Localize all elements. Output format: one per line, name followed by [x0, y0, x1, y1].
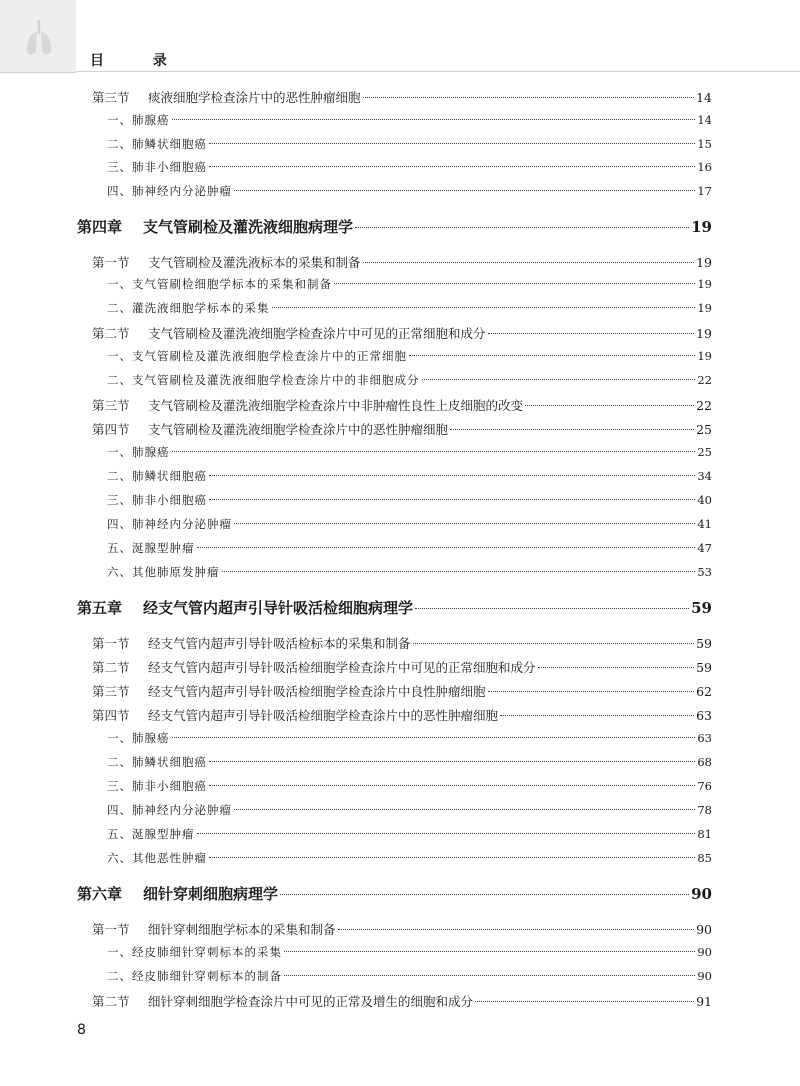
toc-item-entry: [0, 276, 712, 292]
entry-page-number: 16: [697, 160, 712, 174]
entry-page-number: 15: [697, 137, 712, 151]
toc-section-entry: [0, 420, 712, 438]
entry-page-number: 22: [697, 373, 712, 387]
toc-item-entry: [0, 944, 712, 960]
toc-item-entry: [0, 968, 712, 984]
toc-item-entry: [0, 300, 712, 316]
entry-title: 三、肺非小细胞癌: [107, 493, 207, 507]
entry-page-number: 90: [696, 922, 712, 937]
toc-item-entry: [0, 516, 712, 532]
toc-item-entry: [0, 540, 712, 556]
entry-title: 痰液细胞学检查涂片中的恶性肿瘤细胞: [148, 90, 361, 105]
entry-number: 第四节: [92, 708, 130, 723]
entry-page-number: 14: [696, 90, 712, 105]
entry-title: 细针穿刺细胞病理学: [143, 885, 279, 903]
dot-leader: [475, 1001, 694, 1002]
toc-section-entry: [0, 253, 712, 271]
entry-page-number: 25: [697, 445, 712, 459]
entry-number: 第三节: [92, 684, 130, 699]
toc-section-entry: [0, 682, 712, 700]
entry-page-number: 34: [697, 469, 712, 483]
entry-page-number: 19: [691, 218, 712, 236]
entry-number: 第六章: [77, 885, 123, 903]
dot-leader: [488, 333, 695, 334]
page-number: 8: [77, 1022, 86, 1038]
entry-title: 一、支气管刷检细胞学标本的采集和制备: [107, 277, 332, 291]
entry-page-number: 19: [697, 277, 712, 291]
toc-item-entry: [0, 850, 712, 866]
dot-leader: [450, 429, 694, 430]
entry-page-number: 63: [697, 731, 712, 745]
entry-number: 第一节: [92, 636, 130, 651]
toc-section-entry: [0, 634, 712, 652]
toc-item-entry: [0, 444, 712, 460]
dot-leader: [172, 119, 696, 120]
dot-leader: [234, 190, 695, 191]
toc-section-entry: [0, 88, 712, 106]
entry-page-number: 59: [696, 660, 712, 675]
toc-item-entry: [0, 468, 712, 484]
entry-page-number: 63: [696, 708, 712, 723]
entry-title: 六、其他肺原发肿瘤: [107, 565, 220, 579]
dot-leader: [209, 166, 695, 167]
entry-page-number: 25: [696, 422, 712, 437]
toc-item-entry: [0, 730, 712, 746]
entry-title: 二、经皮肺细针穿刺标本的制备: [107, 969, 282, 983]
entry-title: 经支气管内超声引导针吸活检标本的采集和制备: [148, 636, 411, 651]
dot-leader: [338, 929, 695, 930]
entry-page-number: 17: [697, 184, 712, 198]
dot-leader: [284, 951, 695, 952]
dot-leader: [272, 307, 696, 308]
entry-number: 第四节: [92, 422, 130, 437]
entry-page-number: 19: [696, 326, 712, 341]
toc-item-entry: [0, 183, 712, 199]
entry-title: 经支气管内超声引导针吸活检细胞学检查涂片中可见的正常细胞和成分: [148, 660, 536, 675]
entry-number: 第一节: [92, 922, 130, 937]
entry-title: 四、肺神经内分泌肿瘤: [107, 517, 232, 531]
toc-section-entry: [0, 396, 712, 414]
dot-leader: [234, 523, 695, 524]
entry-title: 五、涎腺型肿瘤: [107, 827, 195, 841]
dot-leader: [209, 857, 695, 858]
toc-section-entry: [0, 706, 712, 724]
entry-title: 支气管刷检及灌洗液标本的采集和制备: [148, 255, 361, 270]
toc-item-entry: [0, 348, 712, 364]
entry-title: 六、其他恶性肿瘤: [107, 851, 207, 865]
toc-item-entry: [0, 159, 712, 175]
toc-chapter-entry: [0, 216, 712, 237]
entry-page-number: 47: [697, 541, 712, 555]
entry-title: 二、支气管刷检及灌洗液细胞学检查涂片中的非细胞成分: [107, 373, 420, 387]
entry-title: 一、肺腺癌: [107, 731, 170, 745]
entry-number: 第三节: [92, 90, 130, 105]
dot-leader: [197, 833, 696, 834]
dot-leader: [488, 691, 695, 692]
dot-leader: [172, 451, 696, 452]
entry-title: 五、涎腺型肿瘤: [107, 541, 195, 555]
entry-page-number: 90: [697, 969, 712, 983]
entry-title: 经支气管内超声引导针吸活检细胞学检查涂片中良性肿瘤细胞: [148, 684, 486, 699]
entry-title: 经支气管内超声引导针吸活检细胞学检查涂片中的恶性肿瘤细胞: [148, 708, 499, 723]
dot-leader: [538, 667, 695, 668]
dot-leader: [209, 761, 695, 762]
entry-number: 第四章: [77, 218, 123, 236]
toc-item-entry: [0, 136, 712, 152]
dot-leader: [209, 475, 695, 476]
entry-title: 二、肺鳞状细胞癌: [107, 469, 207, 483]
dot-leader: [284, 975, 695, 976]
entry-number: 第二节: [92, 994, 130, 1009]
entry-number: 第二节: [92, 326, 130, 341]
dot-leader: [222, 571, 696, 572]
dot-leader: [415, 608, 689, 609]
entry-title: 二、肺鳞状细胞癌: [107, 137, 207, 151]
entry-number: 第三节: [92, 398, 130, 413]
dot-leader: [209, 143, 695, 144]
entry-page-number: 19: [696, 255, 712, 270]
entry-page-number: 91: [696, 994, 712, 1009]
toc-item-entry: [0, 112, 712, 128]
entry-title: 三、肺非小细胞癌: [107, 779, 207, 793]
dot-leader: [363, 262, 695, 263]
entry-page-number: 19: [697, 301, 712, 315]
entry-page-number: 68: [697, 755, 712, 769]
dot-leader: [280, 894, 689, 895]
entry-title: 支气管刷检及灌洗液细胞学检查涂片中的恶性肿瘤细胞: [148, 422, 449, 437]
dot-leader: [234, 809, 695, 810]
dot-leader: [197, 547, 696, 548]
toc-section-entry: [0, 324, 712, 342]
entry-page-number: 22: [696, 398, 712, 413]
dot-leader: [525, 405, 694, 406]
toc-item-entry: [0, 754, 712, 770]
dot-leader: [500, 715, 694, 716]
entry-page-number: 78: [697, 803, 712, 817]
entry-number: 第二节: [92, 660, 130, 675]
entry-title: 支气管刷检及灌洗液细胞学检查涂片中非肿瘤性良性上皮细胞的改变: [148, 398, 524, 413]
entry-page-number: 90: [691, 885, 712, 903]
entry-title: 三、肺非小细胞癌: [107, 160, 207, 174]
entry-title: 一、经皮肺细针穿刺标本的采集: [107, 945, 282, 959]
entry-title: 四、肺神经内分泌肿瘤: [107, 803, 232, 817]
dot-leader: [409, 355, 695, 356]
entry-title: 四、肺神经内分泌肿瘤: [107, 184, 232, 198]
entry-page-number: 62: [696, 684, 712, 699]
entry-title: 支气管刷检及灌洗液细胞学检查涂片中可见的正常细胞和成分: [148, 326, 486, 341]
toc-section-entry: [0, 920, 712, 938]
entry-page-number: 40: [697, 493, 712, 507]
page-title: 目 录: [90, 53, 189, 69]
entry-page-number: 14: [697, 113, 712, 127]
dot-leader: [413, 643, 695, 644]
entry-title: 支气管刷检及灌洗液细胞病理学: [143, 218, 354, 236]
dot-leader: [422, 379, 696, 380]
dot-leader: [209, 499, 695, 500]
toc-item-entry: [0, 372, 712, 388]
entry-number: 第五章: [77, 599, 123, 617]
entry-page-number: 53: [697, 565, 712, 579]
dot-leader: [334, 283, 695, 284]
entry-title: 细针穿刺细胞学检查涂片中可见的正常及增生的细胞和成分: [148, 994, 474, 1009]
dot-leader: [363, 97, 695, 98]
toc-item-entry: [0, 778, 712, 794]
entry-title: 一、支气管刷检及灌洗液细胞学检查涂片中的正常细胞: [107, 349, 407, 363]
entry-page-number: 59: [696, 636, 712, 651]
entry-title: 细针穿刺细胞学标本的采集和制备: [148, 922, 336, 937]
entry-page-number: 81: [697, 827, 712, 841]
entry-page-number: 90: [697, 945, 712, 959]
dot-leader: [209, 785, 695, 786]
entry-page-number: 76: [697, 779, 712, 793]
dot-leader: [172, 737, 696, 738]
dot-leader: [355, 227, 689, 228]
entry-page-number: 59: [691, 599, 712, 617]
toc-item-entry: [0, 802, 712, 818]
toc-chapter-entry: [0, 597, 712, 618]
toc-section-entry: [0, 658, 712, 676]
toc-item-entry: [0, 564, 712, 580]
entry-page-number: 85: [697, 851, 712, 865]
entry-title: 二、肺鳞状细胞癌: [107, 755, 207, 769]
toc-item-entry: [0, 826, 712, 842]
entry-page-number: 41: [697, 517, 712, 531]
entry-title: 二、灌洗液细胞学标本的采集: [107, 301, 270, 315]
entry-title: 经支气管内超声引导针吸活检细胞病理学: [143, 599, 414, 617]
toc-chapter-entry: [0, 883, 712, 904]
entry-number: 第一节: [92, 255, 130, 270]
toc-section-entry: [0, 992, 712, 1010]
entry-title: 一、肺腺癌: [107, 113, 170, 127]
entry-title: 一、肺腺癌: [107, 445, 170, 459]
toc-item-entry: [0, 492, 712, 508]
entry-page-number: 19: [697, 349, 712, 363]
